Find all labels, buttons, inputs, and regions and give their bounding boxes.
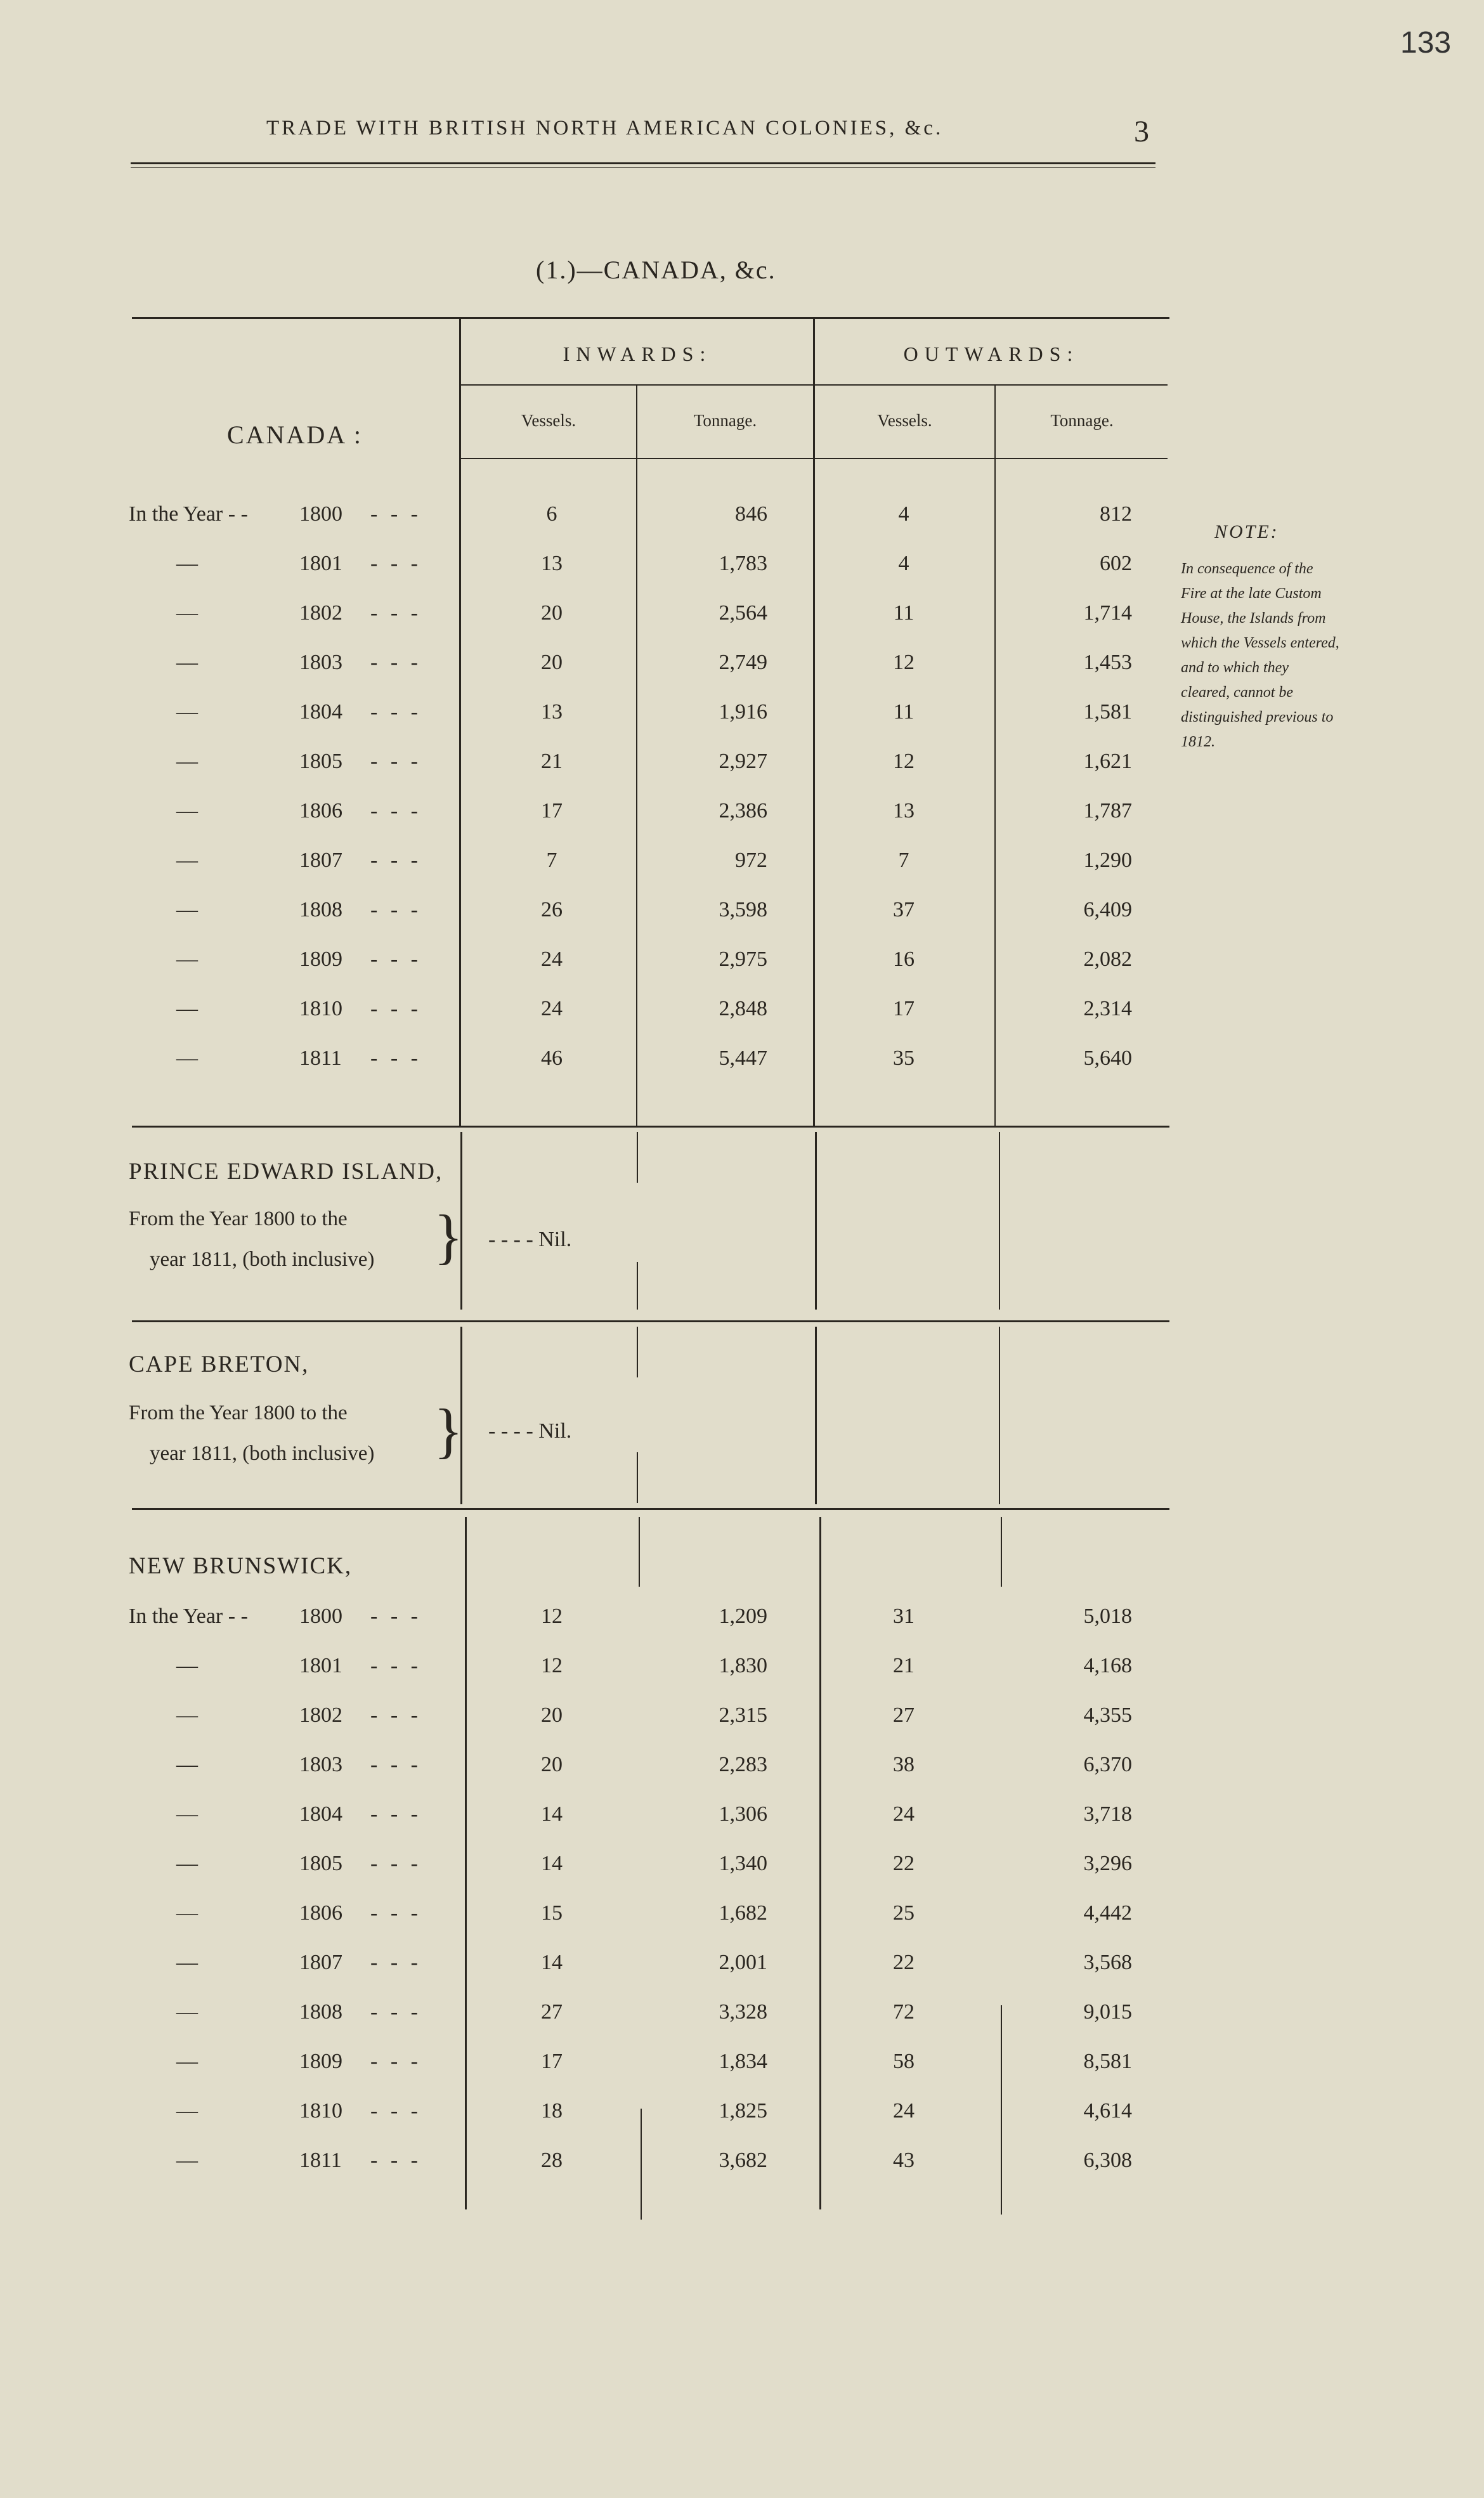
in-tonnage: 1,834	[719, 2050, 767, 2073]
out-tonnage-header: Tonnage.	[1050, 411, 1114, 430]
in-tonnage: 2,749	[719, 651, 767, 674]
out-tonnage: 3,718	[1083, 1802, 1132, 1826]
table-row	[0, 2000, 1484, 2038]
cape-breton-nil: - - - - Nil.	[488, 1419, 572, 1443]
new-brunswick-title: NEW BRUNSWICK,	[129, 1553, 353, 1579]
note-text: In consequence of the Fire at the late Custom House, the Islands from which the Vessels entered, and to which they cleared, cannot be distinguished previous to 1812.	[1181, 561, 1339, 750]
col-divider-d	[999, 1327, 1000, 1504]
out-vessels: 13	[893, 799, 914, 823]
row-leader: - - -	[370, 1802, 422, 1826]
row-year: 1806	[299, 799, 342, 823]
row-leader: - - -	[370, 997, 422, 1020]
row-leader: - - -	[370, 1951, 422, 1974]
row-leader: - - -	[370, 700, 422, 724]
table-row	[0, 1654, 1484, 1692]
in-tonnage-header: Tonnage.	[693, 411, 757, 430]
cape-breton-period-line2: year 1811, (both inclusive)	[150, 1442, 375, 1465]
in-vessels: 18	[541, 2099, 563, 2123]
out-vessels: 27	[893, 1703, 914, 1727]
col-divider-e-top	[1001, 1517, 1002, 1587]
page-number: 133	[1400, 26, 1452, 60]
row-year: 1801	[299, 1654, 342, 1677]
in-vessels: 6	[546, 502, 557, 526]
ditto-dash: —	[176, 1951, 198, 1974]
in-tonnage: 3,682	[719, 2149, 767, 2172]
in-tonnage: 2,975	[719, 947, 767, 971]
out-tonnage: 1,581	[1083, 700, 1132, 724]
section-rule-2	[132, 1320, 1169, 1322]
row-year: 1808	[299, 2000, 342, 2024]
ditto-dash: —	[176, 799, 198, 823]
in-tonnage: 1,682	[719, 1901, 767, 1925]
prince-edward-island-title: PRINCE EDWARD ISLAND,	[129, 1159, 443, 1185]
in-tonnage: 1,783	[719, 552, 767, 575]
col-divider-cb-bottom	[637, 1452, 638, 1503]
in-vessels: 20	[541, 1703, 563, 1727]
out-vessels: 12	[893, 750, 914, 773]
ditto-dash: —	[176, 1753, 198, 1776]
in-tonnage: 2,848	[719, 997, 767, 1020]
in-tonnage: 2,283	[719, 1753, 767, 1776]
out-vessels: 4	[898, 502, 909, 526]
in-tonnage: 3,598	[719, 898, 767, 921]
row-year: 1803	[299, 651, 342, 674]
row-label: In the Year - -	[129, 1604, 248, 1628]
cape-breton-title: CAPE BRETON,	[129, 1351, 309, 1377]
in-vessels: 46	[541, 1046, 563, 1070]
in-tonnage: 3,328	[719, 2000, 767, 2024]
ditto-dash: —	[176, 1901, 198, 1925]
in-vessels: 7	[546, 849, 557, 872]
out-vessels: 37	[893, 898, 914, 921]
prince-edward-nil: - - - - Nil.	[488, 1228, 572, 1251]
row-year: 1806	[299, 1901, 342, 1925]
cape-breton-period-line1: From the Year 1800 to the	[129, 1402, 348, 1424]
out-tonnage: 6,370	[1083, 1753, 1132, 1776]
header-rule	[131, 162, 1155, 168]
in-tonnage: 2,927	[719, 750, 767, 773]
prince-edward-period-line1: From the Year 1800 to the	[129, 1207, 348, 1230]
ditto-dash: —	[176, 849, 198, 872]
ditto-dash: —	[176, 750, 198, 773]
out-tonnage: 1,714	[1083, 601, 1132, 625]
brace-glyph: }	[434, 1396, 464, 1464]
inwards-header: INWARDS:	[563, 342, 712, 365]
in-vessels: 24	[541, 997, 563, 1020]
out-vessels: 72	[893, 2000, 914, 2024]
row-year: 1805	[299, 750, 342, 773]
out-vessels: 22	[893, 1852, 914, 1875]
table-top-rule	[132, 317, 1169, 319]
ditto-dash: —	[176, 1654, 198, 1677]
in-vessels-header: Vessels.	[521, 411, 576, 430]
table-row	[0, 898, 1484, 936]
in-vessels: 14	[541, 1852, 563, 1875]
table-row	[0, 1951, 1484, 1989]
in-vessels: 12	[541, 1604, 563, 1628]
table-row	[0, 2149, 1484, 2187]
in-vessels: 27	[541, 2000, 563, 2024]
in-tonnage: 1,825	[719, 2099, 767, 2123]
ditto-dash: —	[176, 1852, 198, 1875]
row-year: 1809	[299, 2050, 342, 2073]
row-year: 1802	[299, 601, 342, 625]
out-vessels: 22	[893, 1951, 914, 1974]
table-row	[0, 750, 1484, 788]
row-leader: - - -	[370, 651, 422, 674]
section-rule-1	[132, 1126, 1169, 1128]
out-tonnage: 5,640	[1083, 1046, 1132, 1070]
out-vessels: 24	[893, 1802, 914, 1826]
out-tonnage: 6,308	[1083, 2149, 1132, 2172]
row-leader: - - -	[370, 601, 422, 625]
in-tonnage: 1,916	[719, 700, 767, 724]
row-leader: - - -	[370, 947, 422, 971]
out-vessels: 11	[893, 700, 914, 724]
col-divider-pei-top	[637, 1132, 638, 1183]
out-tonnage: 1,621	[1083, 750, 1132, 773]
in-tonnage: 1,830	[719, 1654, 767, 1677]
out-tonnage: 4,168	[1083, 1654, 1132, 1677]
row-leader: - - -	[370, 2000, 422, 2024]
in-tonnage: 972	[735, 849, 767, 872]
brace-glyph: }	[434, 1202, 464, 1270]
in-tonnage: 2,001	[719, 1951, 767, 1974]
outwards-header: OUTWARDS:	[903, 342, 1079, 365]
out-tonnage: 3,568	[1083, 1951, 1132, 1974]
out-tonnage: 4,355	[1083, 1703, 1132, 1727]
out-tonnage: 1,453	[1083, 651, 1132, 674]
in-tonnage: 2,564	[719, 601, 767, 625]
row-year: 1811	[299, 2149, 342, 2172]
row-year: 1810	[299, 997, 342, 1020]
ditto-dash: —	[176, 2099, 198, 2123]
in-tonnage: 1,306	[719, 1802, 767, 1826]
group-divider-b	[815, 1132, 817, 1310]
in-tonnage: 2,315	[719, 1703, 767, 1727]
row-year: 1808	[299, 898, 342, 921]
row-year: 1807	[299, 849, 342, 872]
in-vessels: 17	[541, 799, 563, 823]
out-tonnage: 4,442	[1083, 1901, 1132, 1925]
col-divider-cb-top	[637, 1327, 638, 1377]
out-tonnage: 1,787	[1083, 799, 1132, 823]
row-leader: - - -	[370, 2149, 422, 2172]
prince-edward-period-line2: year 1811, (both inclusive)	[150, 1248, 375, 1271]
table-row	[0, 2099, 1484, 2137]
out-vessels: 35	[893, 1046, 914, 1070]
row-year: 1800	[299, 1604, 342, 1628]
in-tonnage: 846	[735, 502, 767, 526]
row-year: 1804	[299, 1802, 342, 1826]
ditto-dash: —	[176, 2050, 198, 2073]
out-vessels: 12	[893, 651, 914, 674]
row-year: 1800	[299, 502, 342, 526]
row-year: 1805	[299, 1852, 342, 1875]
in-vessels: 26	[541, 898, 563, 921]
in-vessels: 14	[541, 1951, 563, 1974]
col-divider-nb-top	[639, 1517, 640, 1587]
out-tonnage: 5,018	[1083, 1604, 1132, 1628]
ditto-dash: —	[176, 1703, 198, 1727]
out-vessels: 31	[893, 1604, 914, 1628]
row-year: 1807	[299, 1951, 342, 1974]
in-tonnage: 5,447	[719, 1046, 767, 1070]
table-row	[0, 1703, 1484, 1741]
table-row	[0, 1046, 1484, 1084]
row-year: 1802	[299, 1703, 342, 1727]
ditto-dash: —	[176, 552, 198, 575]
row-year: 1803	[299, 1753, 342, 1776]
out-vessels-header: Vessels.	[877, 411, 932, 430]
table-row	[0, 799, 1484, 837]
ditto-dash: —	[176, 1802, 198, 1826]
in-vessels: 20	[541, 1753, 563, 1776]
section-title: (1.)—CANADA, &c.	[536, 256, 776, 284]
out-tonnage: 3,296	[1083, 1852, 1132, 1875]
table-row	[0, 1852, 1484, 1890]
row-year: 1811	[299, 1046, 342, 1070]
row-leader: - - -	[370, 1703, 422, 1727]
row-leader: - - -	[370, 1901, 422, 1925]
out-tonnage: 1,290	[1083, 849, 1132, 872]
in-vessels: 15	[541, 1901, 563, 1925]
ditto-dash: —	[176, 2000, 198, 2024]
table-row	[0, 997, 1484, 1035]
row-leader: - - -	[370, 1654, 422, 1677]
out-tonnage: 812	[1100, 502, 1132, 526]
in-tonnage: 1,209	[719, 1604, 767, 1628]
ditto-dash: —	[176, 1046, 198, 1070]
running-head: TRADE WITH BRITISH NORTH AMERICAN COLONIES, &c.	[266, 117, 944, 140]
out-tonnage: 602	[1100, 552, 1132, 575]
row-leader: - - -	[370, 799, 422, 823]
row-leader: - - -	[370, 1753, 422, 1776]
row-leader: - - -	[370, 502, 422, 526]
row-leader: - - -	[370, 849, 422, 872]
out-vessels: 4	[898, 552, 909, 575]
row-leader: - - -	[370, 552, 422, 575]
out-tonnage: 8,581	[1083, 2050, 1132, 2073]
out-tonnage: 2,314	[1083, 997, 1132, 1020]
row-year: 1809	[299, 947, 342, 971]
section-rule-3	[132, 1508, 1169, 1510]
group-divider-c	[815, 1327, 817, 1504]
in-vessels: 20	[541, 601, 563, 625]
row-label: In the Year - -	[129, 502, 248, 526]
out-vessels: 38	[893, 1753, 914, 1776]
in-vessels: 20	[541, 651, 563, 674]
in-vessels: 28	[541, 2149, 563, 2172]
in-vessels: 21	[541, 750, 563, 773]
out-vessels: 58	[893, 2050, 914, 2073]
table-row	[0, 1901, 1484, 1939]
row-leader: - - -	[370, 2099, 422, 2123]
out-tonnage: 6,409	[1083, 898, 1132, 921]
row-year: 1801	[299, 552, 342, 575]
stub-header: CANADA :	[227, 420, 363, 449]
ditto-dash: —	[176, 601, 198, 625]
in-tonnage: 1,340	[719, 1852, 767, 1875]
table-row	[0, 849, 1484, 887]
out-vessels: 7	[898, 849, 909, 872]
table-row	[0, 1753, 1484, 1791]
table-row	[0, 1604, 1484, 1643]
in-vessels: 24	[541, 947, 563, 971]
out-tonnage: 9,015	[1083, 2000, 1132, 2024]
row-year: 1804	[299, 700, 342, 724]
out-vessels: 16	[893, 947, 914, 971]
in-vessels: 13	[541, 552, 563, 575]
ditto-dash: —	[176, 2149, 198, 2172]
ditto-dash: —	[176, 947, 198, 971]
table-row	[0, 2050, 1484, 2088]
ditto-dash: —	[176, 700, 198, 724]
row-leader: - - -	[370, 1604, 422, 1628]
out-vessels: 21	[893, 1654, 914, 1677]
row-leader: - - -	[370, 750, 422, 773]
table-row	[0, 947, 1484, 986]
row-leader: - - -	[370, 898, 422, 921]
ditto-dash: —	[176, 651, 198, 674]
out-vessels: 43	[893, 2149, 914, 2172]
in-vessels: 14	[541, 1802, 563, 1826]
out-vessels: 17	[893, 997, 914, 1020]
row-leader: - - -	[370, 1852, 422, 1875]
out-tonnage: 4,614	[1083, 2099, 1132, 2123]
running-page-number: 3	[1134, 115, 1149, 148]
out-tonnage: 2,082	[1083, 947, 1132, 971]
row-leader: - - -	[370, 2050, 422, 2073]
table-row	[0, 1802, 1484, 1840]
out-vessels: 11	[893, 601, 914, 625]
in-vessels: 13	[541, 700, 563, 724]
in-vessels: 17	[541, 2050, 563, 2073]
col-divider-c	[999, 1132, 1000, 1310]
col-divider-pei-bottom	[637, 1262, 638, 1310]
note-heading: NOTE:	[1214, 521, 1279, 542]
ditto-dash: —	[176, 898, 198, 921]
in-vessels: 12	[541, 1654, 563, 1677]
ditto-dash: —	[176, 997, 198, 1020]
in-tonnage: 2,386	[719, 799, 767, 823]
row-year: 1810	[299, 2099, 342, 2123]
row-leader: - - -	[370, 1046, 422, 1070]
out-vessels: 24	[893, 2099, 914, 2123]
out-vessels: 25	[893, 1901, 914, 1925]
